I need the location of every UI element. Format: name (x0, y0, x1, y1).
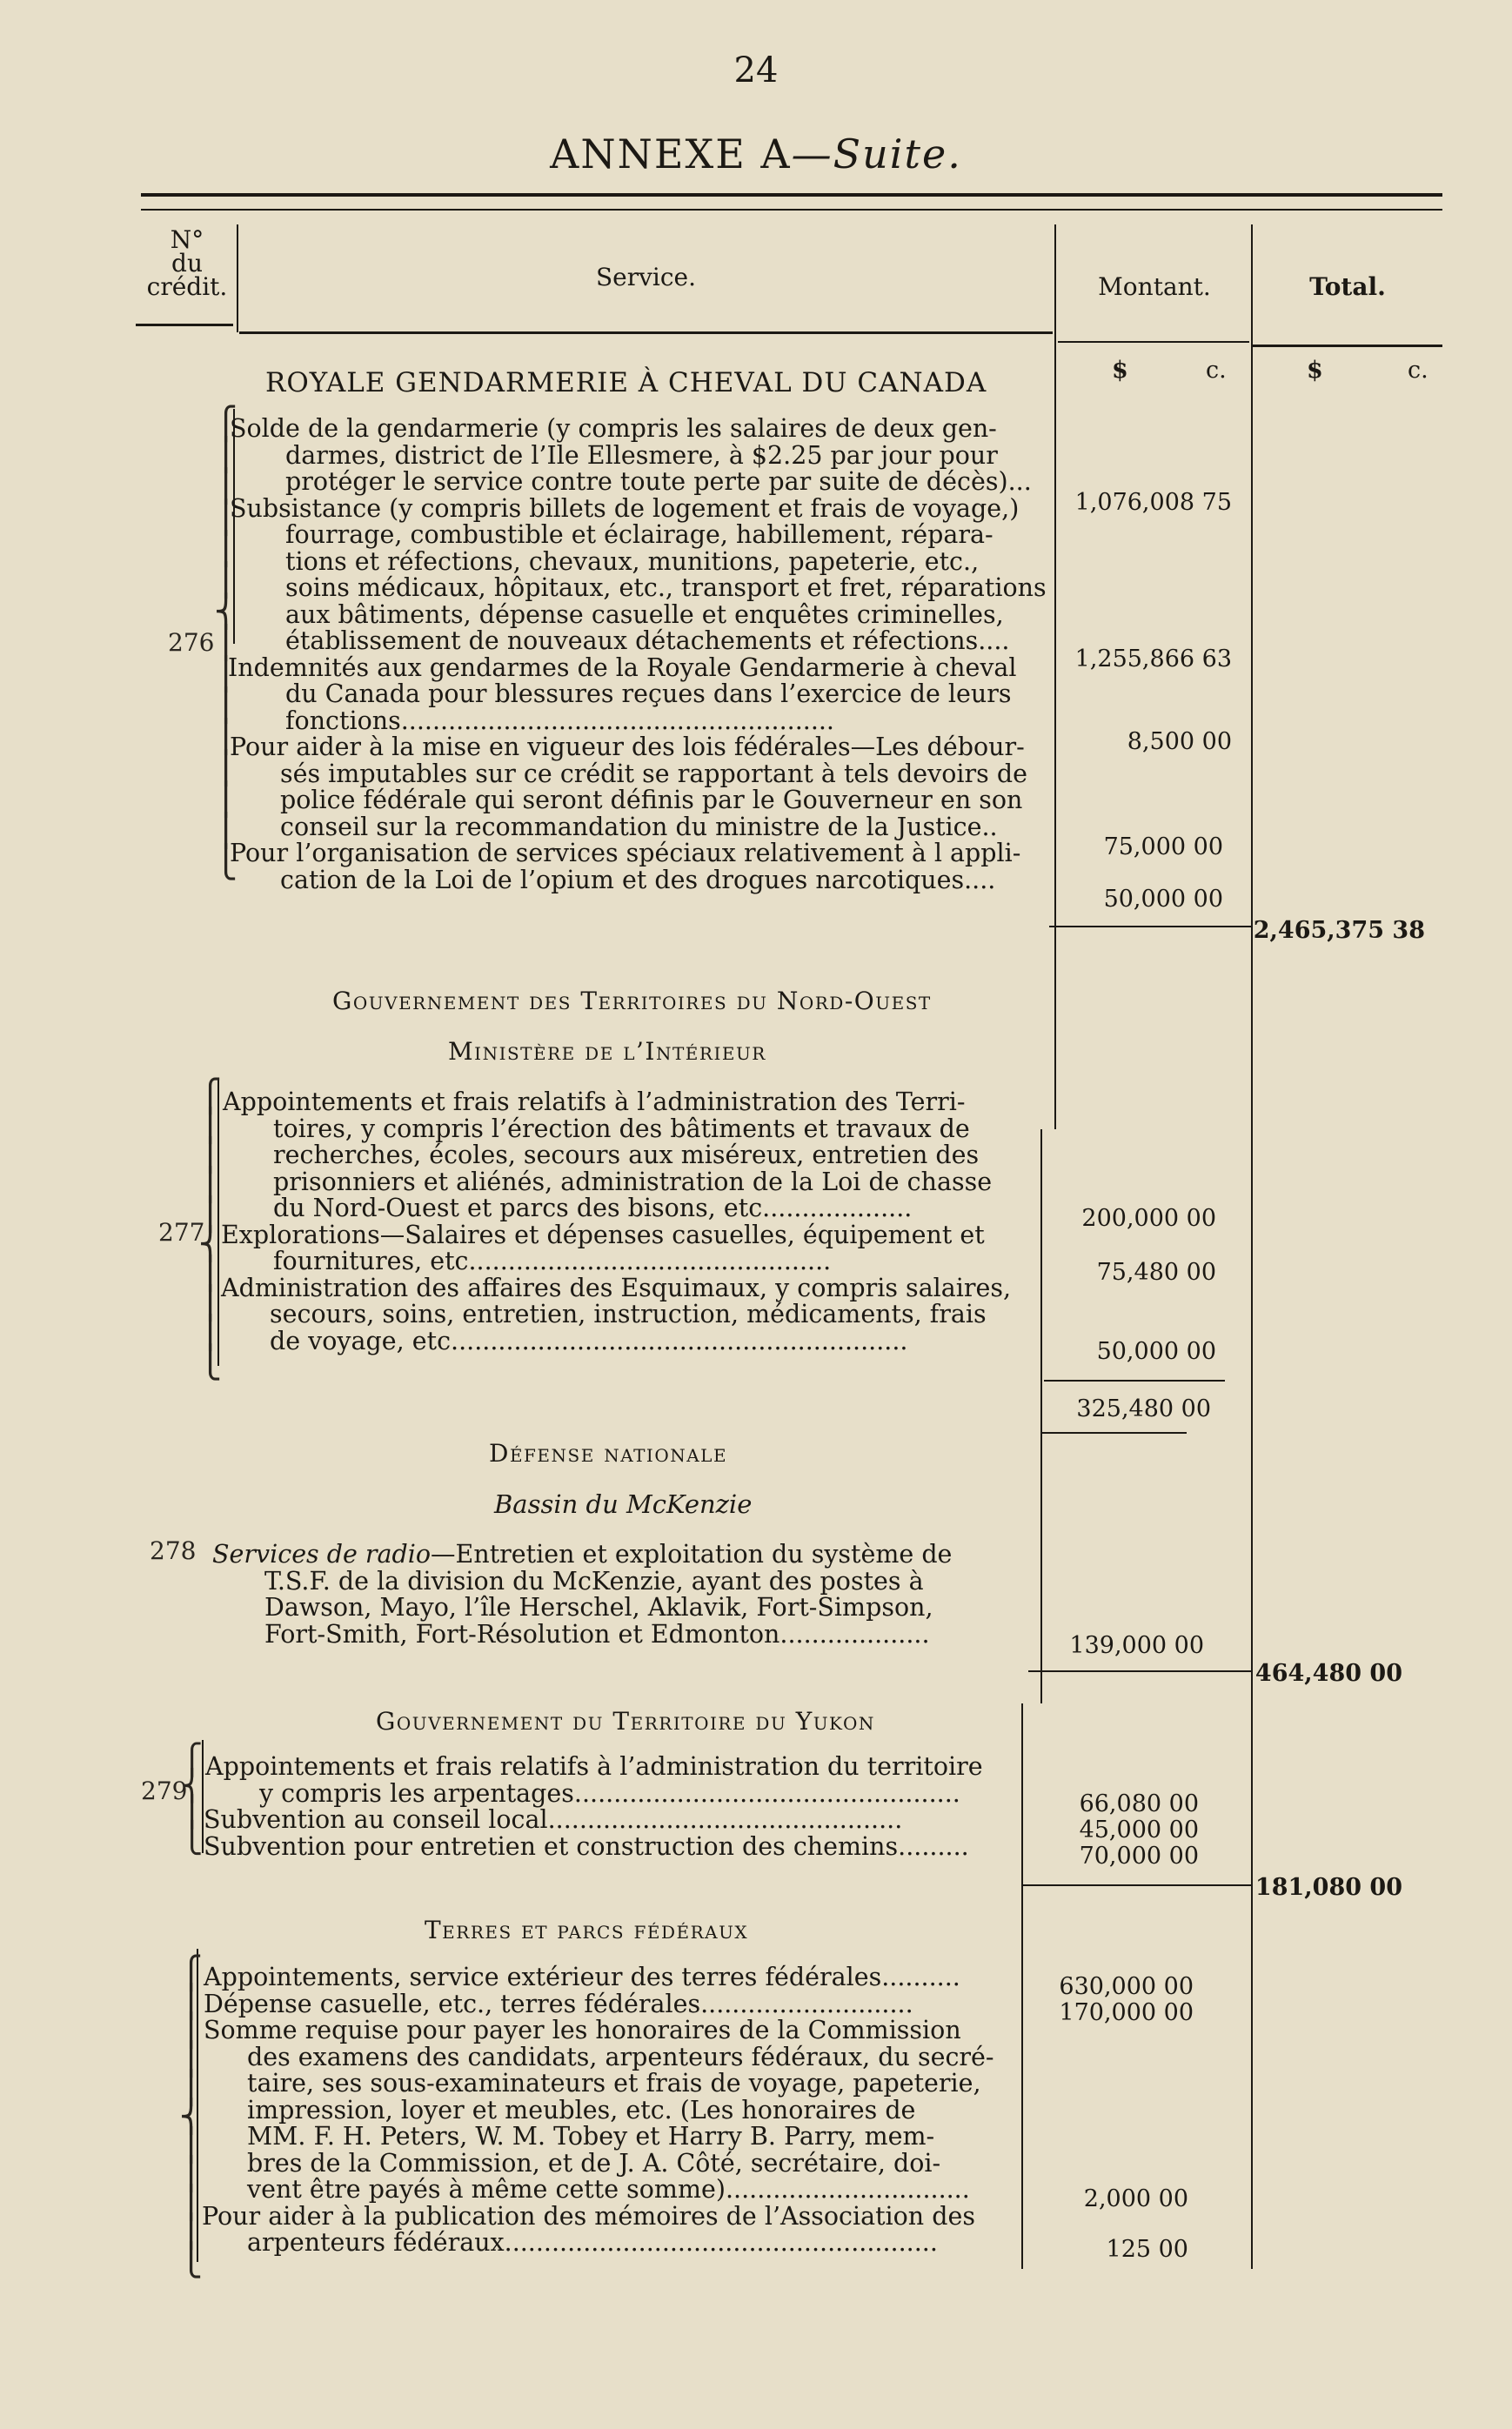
subtotal-tno: 325,480 00 (1076, 1395, 1211, 1422)
grc-line: fourrage, combustible et éclairage, habillement, répara- (285, 520, 994, 549)
yukon-line: y compris les arpentages................................................. (259, 1778, 960, 1808)
grc-line: Pour l’organisation de services spéciaux relativement à l appli- (230, 839, 1021, 867)
header-underline-credit (136, 324, 233, 326)
header-underline-service (239, 331, 1053, 334)
grc-line: Solde de la gendarmerie (y compris les salaires de deux gen- (230, 414, 997, 443)
terres-line: MM. F. H. Peters, W. M. Tobey et Harry B. Parry, mem- (247, 2122, 935, 2151)
defense-line: Dawson, Mayo, l’île Herschel, Aklavik, Fort-Simpson, (264, 1593, 933, 1622)
grc-line: établissement de nouveaux détachements et réfections.... (285, 626, 1010, 655)
amount-grc-solde: 1,076,008 75 (1074, 489, 1232, 516)
amount-tno-explorations: 75,480 00 (1096, 1259, 1216, 1286)
defense-line: Fort-Smith, Fort-Résolution et Edmonton................... (264, 1619, 930, 1649)
grc-line: protéger le service contre toute perte par suite de décès)... (285, 467, 1032, 496)
grc-line: police fédérale qui seront définis par le Gouverneur en son (280, 786, 1023, 814)
rule-montant-left-2 (1040, 1129, 1042, 1703)
tno-line: de voyage, etc.......................................................... (270, 1326, 908, 1355)
grc-line: fonctions....................................................... (285, 706, 834, 735)
grc-line: Pour aider à la mise en vigueur des lois fédérales—Les débour- (230, 733, 1025, 761)
amount-grc-subsistance: 1,255,866 63 (1074, 646, 1232, 672)
tno-line: recherches, écoles, secours aux miséreux, entretien des (273, 1141, 980, 1169)
terres-line: impression, loyer et meubles, etc. (Les honoraires de (247, 2095, 916, 2125)
page-title-suffix: —Suite. (791, 130, 962, 177)
tno-line: secours, soins, entretien, instruction, médicaments, frais (270, 1300, 987, 1328)
yukon-line: Subvention au conseil local............................................. (204, 1805, 903, 1834)
montant-dollar-sign: $ (1112, 357, 1128, 384)
top-rule-thin (141, 209, 1442, 211)
terres-line: arpenteurs fédéraux....................................................... (247, 2228, 938, 2257)
section-heading-grc: ROYALE GENDARMERIE À CHEVAL DU CANADA (265, 367, 987, 398)
yukon-sum-rule (1023, 1884, 1251, 1886)
total-defense: 464,480 00 (1254, 1660, 1402, 1687)
header-underline-total (1253, 345, 1442, 347)
amount-grc-indemnites: 8,500 00 (1127, 728, 1232, 755)
text-block-grc (228, 416, 1047, 893)
terres-line: Appointements, service extérieur des terres fédérales.......... (204, 1963, 960, 1991)
amount-terres-depense: 170,000 00 (1059, 1999, 1194, 2026)
terres-line: Somme requise pour payer les honoraires de la Commission (204, 2016, 961, 2044)
text-block-terres (202, 1964, 994, 2257)
terres-line: bres de la Commission, et de J. A. Côté, secrétaire, doi- (247, 2148, 941, 2178)
terres-line: taire, ses sous-examinateurs et frais de voyage, papeterie, (247, 2069, 981, 2098)
defense-line: —Entretien et exploitation du système de (431, 1540, 953, 1569)
grc-line: cation de la Loi de l’opium et des drogues narcotiques.... (280, 865, 996, 894)
amount-tno-esquimaux: 50,000 00 (1096, 1338, 1216, 1365)
rule-service-left (237, 224, 238, 332)
yukon-line: Appointements et frais relatifs à l’administration du territoire (205, 1752, 983, 1781)
brace-terres: ⎧ ⎪ ⎪ ⎪ ⎪ ⎨ ⎪ ⎪ ⎪ ⎪ ⎩ (179, 1956, 203, 2278)
amount-terres-commission: 2,000 00 (1083, 2185, 1188, 2212)
amount-yukon-appointements: 66,080 00 (1079, 1790, 1199, 1817)
tno-sum-rule (1044, 1380, 1225, 1382)
header-credit (136, 225, 238, 301)
text-block-defense (212, 1542, 952, 1648)
tno-line: fournitures, etc.............................................. (273, 1247, 832, 1275)
defense-sum-rule (1028, 1670, 1251, 1672)
tno-line: du Nord-Ouest et parcs des bisons, etc................... (273, 1194, 913, 1222)
page-number: 24 (733, 50, 779, 90)
grc-line: tions et réfections, chevaux, munitions, papeterie, etc., (285, 546, 980, 576)
grc-line: Subsistance (y compris billets de logement et frais de voyage,) (230, 493, 1020, 523)
amount-tno-appointements: 200,000 00 (1081, 1205, 1216, 1232)
total-yukon: 181,080 00 (1254, 1874, 1402, 1901)
top-rule-thick (141, 193, 1442, 197)
grc-line: soins médicaux, hôpitaux, etc., transport et fret, réparations (285, 573, 1047, 602)
grc-line: du Canada pour blessures reçues dans l’exercice de leurs (285, 679, 1012, 708)
tno-line: Explorations—Salaires et dépenses casuelles, équipement et (221, 1220, 985, 1249)
yukon-line: Subvention pour entretien et construction des chemins......... (204, 1831, 969, 1861)
terres-line: Dépense casuelle, etc., terres fédérales........................... (204, 1989, 913, 2018)
page-title-main: ANNEXE A (550, 130, 792, 177)
section-heading-yukon: Gouvernement du Territoire du Yukon (376, 1707, 875, 1736)
rule-montant-left (1054, 224, 1056, 1129)
tno-subtotal-rule (1040, 1432, 1187, 1434)
tno-line: Appointements et frais relatifs à l’administration des Terri- (223, 1087, 966, 1116)
defense-line: T.S.F. de la division du McKenzie, ayant des postes à (264, 1566, 924, 1596)
section-heading-defense: Défense nationale (489, 1439, 728, 1468)
amount-terres-memoires: 125 00 (1106, 2236, 1188, 2263)
header-credit-line1: N° (170, 225, 204, 254)
brace-277: ⎧ ⎪ ⎪ ⎪ ⎪ ⎨ ⎪ ⎪ ⎪ ⎩ (198, 1079, 222, 1381)
montant-cents-sign: c. (1206, 357, 1227, 384)
terres-line: vent être payés à même cette somme)............................... (247, 2175, 970, 2204)
tno-line: prisonniers et aliénés, administration de la Loi de chasse (273, 1167, 993, 1196)
header-montant: Montant. (1098, 272, 1211, 301)
credit-number-278: 278 (150, 1536, 197, 1565)
credit-number-277: 277 (158, 1218, 205, 1247)
grc-line: darmes, district de l’Ile Ellesmere, à $2.25 par jour pour (285, 440, 998, 470)
section-subheading-tno: Ministère de l’Intérieur (448, 1037, 766, 1066)
total-dollar-sign: $ (1307, 357, 1323, 384)
grc-line: Indemnités aux gendarmes de la Royale Gendarmerie à cheval (228, 652, 1017, 682)
grc-line: conseil sur la recommandation du ministre de la Justice.. (280, 812, 998, 841)
header-total: Total. (1309, 272, 1386, 301)
credit-number-276: 276 (168, 628, 215, 657)
amount-yukon-conseil: 45,000 00 (1079, 1817, 1199, 1843)
amount-defense-radio: 139,000 00 (1069, 1632, 1204, 1659)
brace-276: ⎧ ⎪ ⎪ ⎪ ⎪ ⎪ ⎨ ⎪ ⎪ ⎪ ⎪ ⎪ ⎪ ⎪ ⎩ (214, 406, 238, 880)
section-subheading-defense: Bassin du McKenzie (494, 1489, 753, 1519)
page-title (0, 130, 1512, 177)
defense-line-first (212, 1542, 952, 1569)
rule-total-left (1251, 224, 1253, 2269)
total-cents-sign: c. (1408, 357, 1428, 384)
header-underline-montant (1058, 341, 1249, 343)
tno-line: Administration des affaires des Esquimaux, y compris salaires, (221, 1273, 1012, 1302)
text-block-yukon (204, 1754, 983, 1860)
amount-yukon-chemins: 70,000 00 (1079, 1843, 1199, 1870)
header-service: Service. (595, 263, 697, 291)
text-block-tno (221, 1089, 1011, 1355)
terres-line: des examens des candidats, arpenteurs fédéraux, du secré- (247, 2042, 994, 2071)
section-heading-terres: Terres et parcs fédéraux (425, 1916, 749, 1944)
grc-sum-rule (1049, 926, 1251, 927)
amount-grc-opium: 50,000 00 (1103, 886, 1223, 913)
amount-terres-appointements: 630,000 00 (1059, 1973, 1194, 2000)
total-grc: 2,465,375 38 (1253, 917, 1425, 944)
brace-279: ⎧ ⎨ ⎪ ⎩ (181, 1743, 204, 1856)
section-heading-tno: Gouvernement des Territoires du Nord-Ouest (332, 987, 932, 1015)
terres-line: Pour aider à la publication des mémoires de l’Association des (202, 2201, 975, 2231)
header-credit-line2: du (171, 249, 203, 278)
rule-montant-left-3 (1021, 1703, 1023, 2269)
grc-line: aux bâtiments, dépense casuelle et enquêtes criminelles, (285, 599, 1004, 629)
amount-grc-lois-federales: 75,000 00 (1103, 833, 1223, 860)
tno-line: toires, y compris l’érection des bâtiments et travaux de (273, 1114, 970, 1143)
defense-lead: Services de radio (212, 1540, 432, 1569)
credit-number-279: 279 (141, 1777, 188, 1805)
header-credit-line3: crédit. (146, 272, 228, 301)
grc-line: sés imputables sur ce crédit se rapportant à tels devoirs de (280, 759, 1027, 788)
